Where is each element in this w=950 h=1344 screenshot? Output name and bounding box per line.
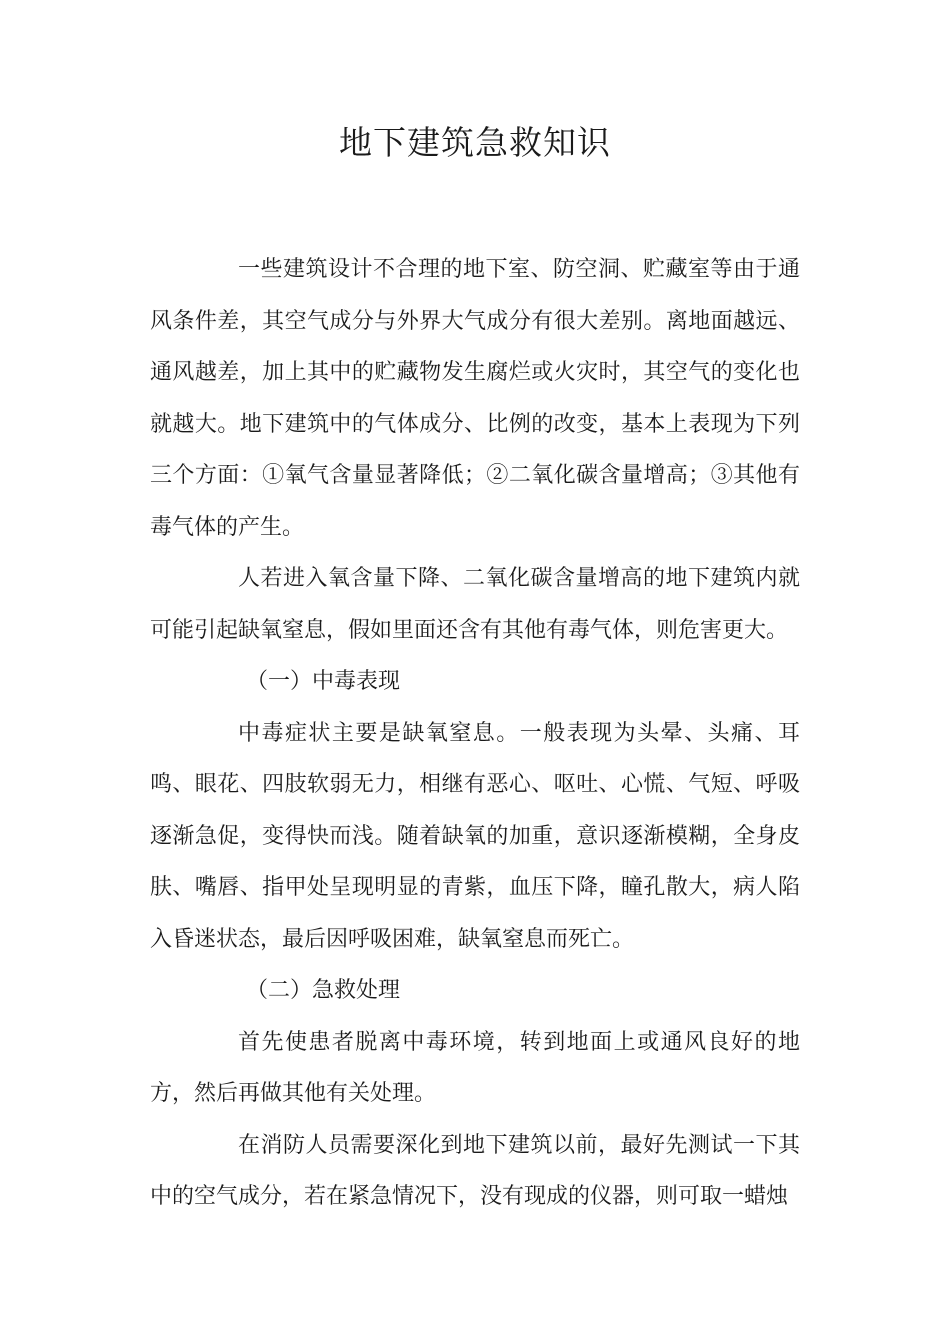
paragraph: 中毒症状主要是缺氧窒息。一般表现为头晕、头痛、耳鸣、眼花、四肢软弱无力，相继有恶心、呕吐、心慌、气短、呼吸逐渐急促，变得快而浅。随着缺氧的加重，意识逐渐模糊，全身皮肤、嘴唇、指甲处呈现明显的青紫，血压下降，瞳孔散大，病人陷入昏迷状态，最后因呼吸困难，缺氧窒息而死亡。 [150, 720, 800, 952]
section-heading: （二）急救处理 [246, 978, 401, 1003]
document-body [150, 244, 800, 1223]
document-title: 地下建筑急救知识 [339, 123, 611, 162]
paragraph: 人若进入氧含量下降、二氧化碳含量增高的地下建筑内就可能引起缺氧窒息，假如里面还含有其他有毒气体，则危害更大。 [150, 566, 800, 643]
paragraph: 首先使患者脱离中毒环境，转到地面上或通风良好的地方，然后再做其他有关处理。 [150, 1029, 800, 1106]
paragraph: 在消防人员需要深化到地下建筑以前，最好先测试一下其中的空气成分，若在紧急情况下，没有现成的仪器，则可取一蜡烛 [150, 1132, 800, 1209]
paragraph: 一些建筑设计不合理的地下室、防空洞、贮藏室等由于通风条件差，其空气成分与外界大气成分有很大差别。离地面越远、通风越差，加上其中的贮藏物发生腐烂或火灾时，其空气的变化也就越大。地下建筑中的气体成分、比例的改变，基本上表现为下列三个方面：①氧气含量显著降低；②二氧化碳含量增高；③其他有毒气体的产生。 [150, 257, 800, 540]
section-heading: （一）中毒表现 [246, 669, 401, 694]
